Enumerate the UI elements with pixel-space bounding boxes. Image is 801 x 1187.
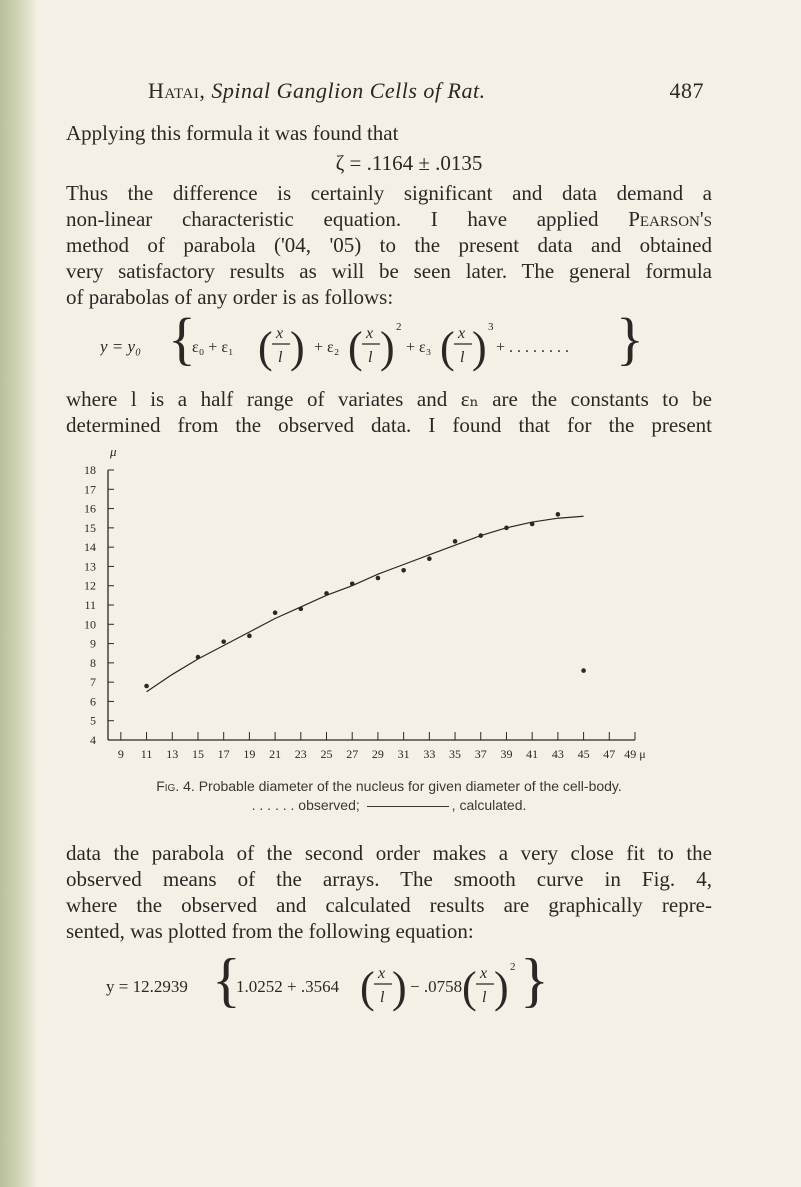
formula-term0: ε₀ + ε₁ — [192, 339, 234, 356]
observed-point — [453, 539, 458, 544]
right-paren: ) — [472, 323, 487, 372]
x-tick-label: 49 μ — [624, 747, 646, 761]
general-formula — [100, 310, 660, 380]
fraction-1 — [258, 323, 305, 372]
y-axis-unit: μ — [110, 444, 117, 459]
exponent: 2 — [396, 321, 402, 333]
x-tick-label: 45 — [577, 747, 590, 761]
text-line: where l is a half range of variates and εₙ are the constants to be — [66, 387, 712, 411]
left-paren: ( — [348, 323, 363, 372]
right-brace: } — [616, 310, 644, 371]
exponent: 3 — [488, 321, 494, 333]
left-paren: ( — [258, 323, 273, 372]
text-line: observed means of the arrays. The smooth curve in Fig. 4, — [66, 867, 712, 891]
y-tick-label: 14 — [84, 540, 96, 555]
text-line: Thus the difference is certainly significant and data demand a — [66, 181, 712, 205]
fraction-denominator: l — [368, 349, 373, 366]
fraction-2 — [462, 961, 516, 1012]
x-tick-label: 27 — [346, 747, 359, 761]
formula-term2: + ε₃ — [406, 339, 432, 356]
text-line — [66, 206, 712, 232]
final-formula-lhs: y = 12.2939 — [106, 977, 188, 996]
x-tick-label: 17 — [217, 747, 230, 761]
x-tick-label: 23 — [294, 747, 307, 761]
observed-point — [273, 610, 278, 615]
figure-legend — [66, 797, 712, 813]
text-line: data the parabola of the second order makes a very close fit to the — [66, 841, 712, 865]
fraction-numerator: x — [480, 965, 488, 982]
figure-label: Fig. 4. — [156, 778, 195, 794]
paragraph-data — [66, 840, 712, 944]
y-tick-label: 9 — [90, 636, 96, 651]
left-brace: { — [212, 950, 241, 1013]
fraction-3 — [440, 321, 494, 372]
observed-point — [221, 639, 226, 644]
x-tick-label: 29 — [371, 747, 384, 761]
x-axis-ticks — [118, 732, 646, 761]
left-paren: ( — [360, 963, 375, 1012]
y-tick-label: 11 — [84, 598, 96, 612]
y-axis-ticks — [84, 463, 114, 747]
y-tick-label: 12 — [84, 578, 96, 593]
text-fragment: non-linear characteristic equation. I have applied — [66, 207, 599, 231]
text-line: where the observed and calculated results are graphically repre- — [66, 893, 712, 917]
fraction-denominator: l — [460, 349, 465, 366]
observed-point — [581, 668, 586, 673]
fraction-numerator: x — [458, 325, 466, 342]
x-tick-label: 37 — [474, 747, 487, 761]
x-tick-label: 39 — [500, 747, 513, 761]
text-line: very satisfactory results as will be seen later. The general formula — [66, 259, 712, 283]
figure-caption — [66, 778, 712, 794]
final-formula-c0: 1.0252 + .3564 — [236, 977, 340, 996]
x-tick-label: 33 — [423, 747, 436, 761]
text-line: method of parabola ('04, '05) to the present data and obtained — [66, 233, 712, 257]
book-spine-shadow — [0, 0, 38, 1187]
formula-lhs: y = y₀ — [100, 337, 141, 356]
final-formula — [106, 950, 566, 1020]
x-tick-label: 13 — [166, 747, 179, 761]
author-name-pearson: Pearson's — [628, 207, 713, 231]
left-paren: ( — [462, 963, 477, 1012]
x-tick-label: 47 — [603, 747, 616, 761]
x-tick-label: 15 — [191, 747, 204, 761]
text-line: Applying this formula it was found that — [66, 121, 399, 145]
y-tick-label: 6 — [90, 694, 96, 709]
fraction-numerator: x — [276, 325, 284, 342]
right-paren: ) — [290, 323, 305, 372]
right-brace: } — [520, 950, 549, 1013]
y-tick-label: 4 — [90, 733, 96, 747]
paragraph-where — [66, 386, 712, 438]
final-formula-c1: − .0758 — [410, 977, 463, 996]
legend-calculated: , calculated. — [451, 797, 527, 813]
fraction-denominator: l — [380, 989, 385, 1006]
observed-point — [530, 522, 535, 527]
y-tick-label: 13 — [84, 559, 96, 574]
observed-points — [144, 512, 586, 688]
x-tick-label: 11 — [140, 747, 153, 761]
observed-point — [196, 655, 201, 660]
text-line: sented, was plotted from the following equation: — [66, 919, 474, 943]
right-paren: ) — [392, 963, 407, 1012]
fraction-denominator: l — [278, 349, 283, 366]
header-title: Spinal Ganglion Cells of Rat. — [211, 78, 486, 103]
formula-term1: + ε₂ — [314, 339, 340, 356]
fraction-2 — [348, 321, 402, 372]
chart-axes — [108, 470, 635, 740]
y-tick-label: 10 — [84, 617, 96, 632]
formula-trail: + . . . . . . . . — [496, 339, 570, 356]
left-brace: { — [168, 310, 196, 371]
fraction-numerator: x — [378, 965, 386, 982]
observed-point — [427, 556, 432, 561]
x-tick-label: 41 — [526, 747, 539, 761]
x-tick-label: 25 — [320, 747, 333, 761]
text-line: of parabolas of any order is as follows: — [66, 285, 394, 309]
figure-caption-text: Probable diameter of the nucleus for given diameter of the cell-body. — [198, 778, 622, 794]
legend-observed: . . . . . . observed; — [251, 797, 360, 813]
observed-point — [401, 568, 406, 573]
y-tick-label: 17 — [84, 482, 96, 497]
x-tick-label: 21 — [269, 747, 282, 761]
y-tick-label: 5 — [90, 713, 96, 728]
header-author: Hatai, — [148, 78, 206, 103]
observed-point — [556, 512, 561, 517]
observed-point — [376, 576, 381, 581]
observed-point — [299, 607, 304, 612]
text-line: determined from the observed data. I found that for the present — [66, 413, 712, 437]
y-tick-label: 16 — [84, 501, 96, 516]
observed-point — [504, 526, 509, 531]
x-tick-label: 35 — [449, 747, 462, 761]
running-header — [148, 78, 704, 118]
x-tick-label: 43 — [551, 747, 564, 761]
calculated-line — [147, 516, 584, 692]
observed-point — [247, 634, 252, 639]
fraction-1 — [360, 963, 407, 1012]
right-paren: ) — [494, 963, 509, 1012]
exponent: 2 — [510, 961, 516, 973]
paragraph-applying — [66, 120, 712, 146]
figure-4-chart — [60, 440, 700, 780]
equation-zeta: ζ = .1164 ± .0135 — [335, 151, 483, 175]
right-paren: ) — [380, 323, 395, 372]
observed-point — [478, 533, 483, 538]
observed-point — [324, 591, 329, 596]
y-tick-label: 15 — [84, 520, 96, 535]
observed-point — [350, 581, 355, 586]
calculated-curve — [147, 516, 584, 692]
x-tick-label: 9 — [117, 747, 124, 761]
paragraph-difference — [66, 180, 712, 310]
page-number: 487 — [669, 78, 704, 103]
left-paren: ( — [440, 323, 455, 372]
fraction-numerator: x — [366, 325, 374, 342]
x-tick-label: 19 — [243, 747, 256, 761]
y-tick-label: 8 — [90, 655, 96, 670]
fraction-denominator: l — [482, 989, 487, 1006]
y-tick-label: 18 — [84, 463, 96, 477]
x-tick-label: 31 — [397, 747, 410, 761]
y-tick-label: 7 — [90, 675, 96, 690]
observed-point — [144, 684, 149, 689]
legend-line-sample — [367, 806, 449, 807]
